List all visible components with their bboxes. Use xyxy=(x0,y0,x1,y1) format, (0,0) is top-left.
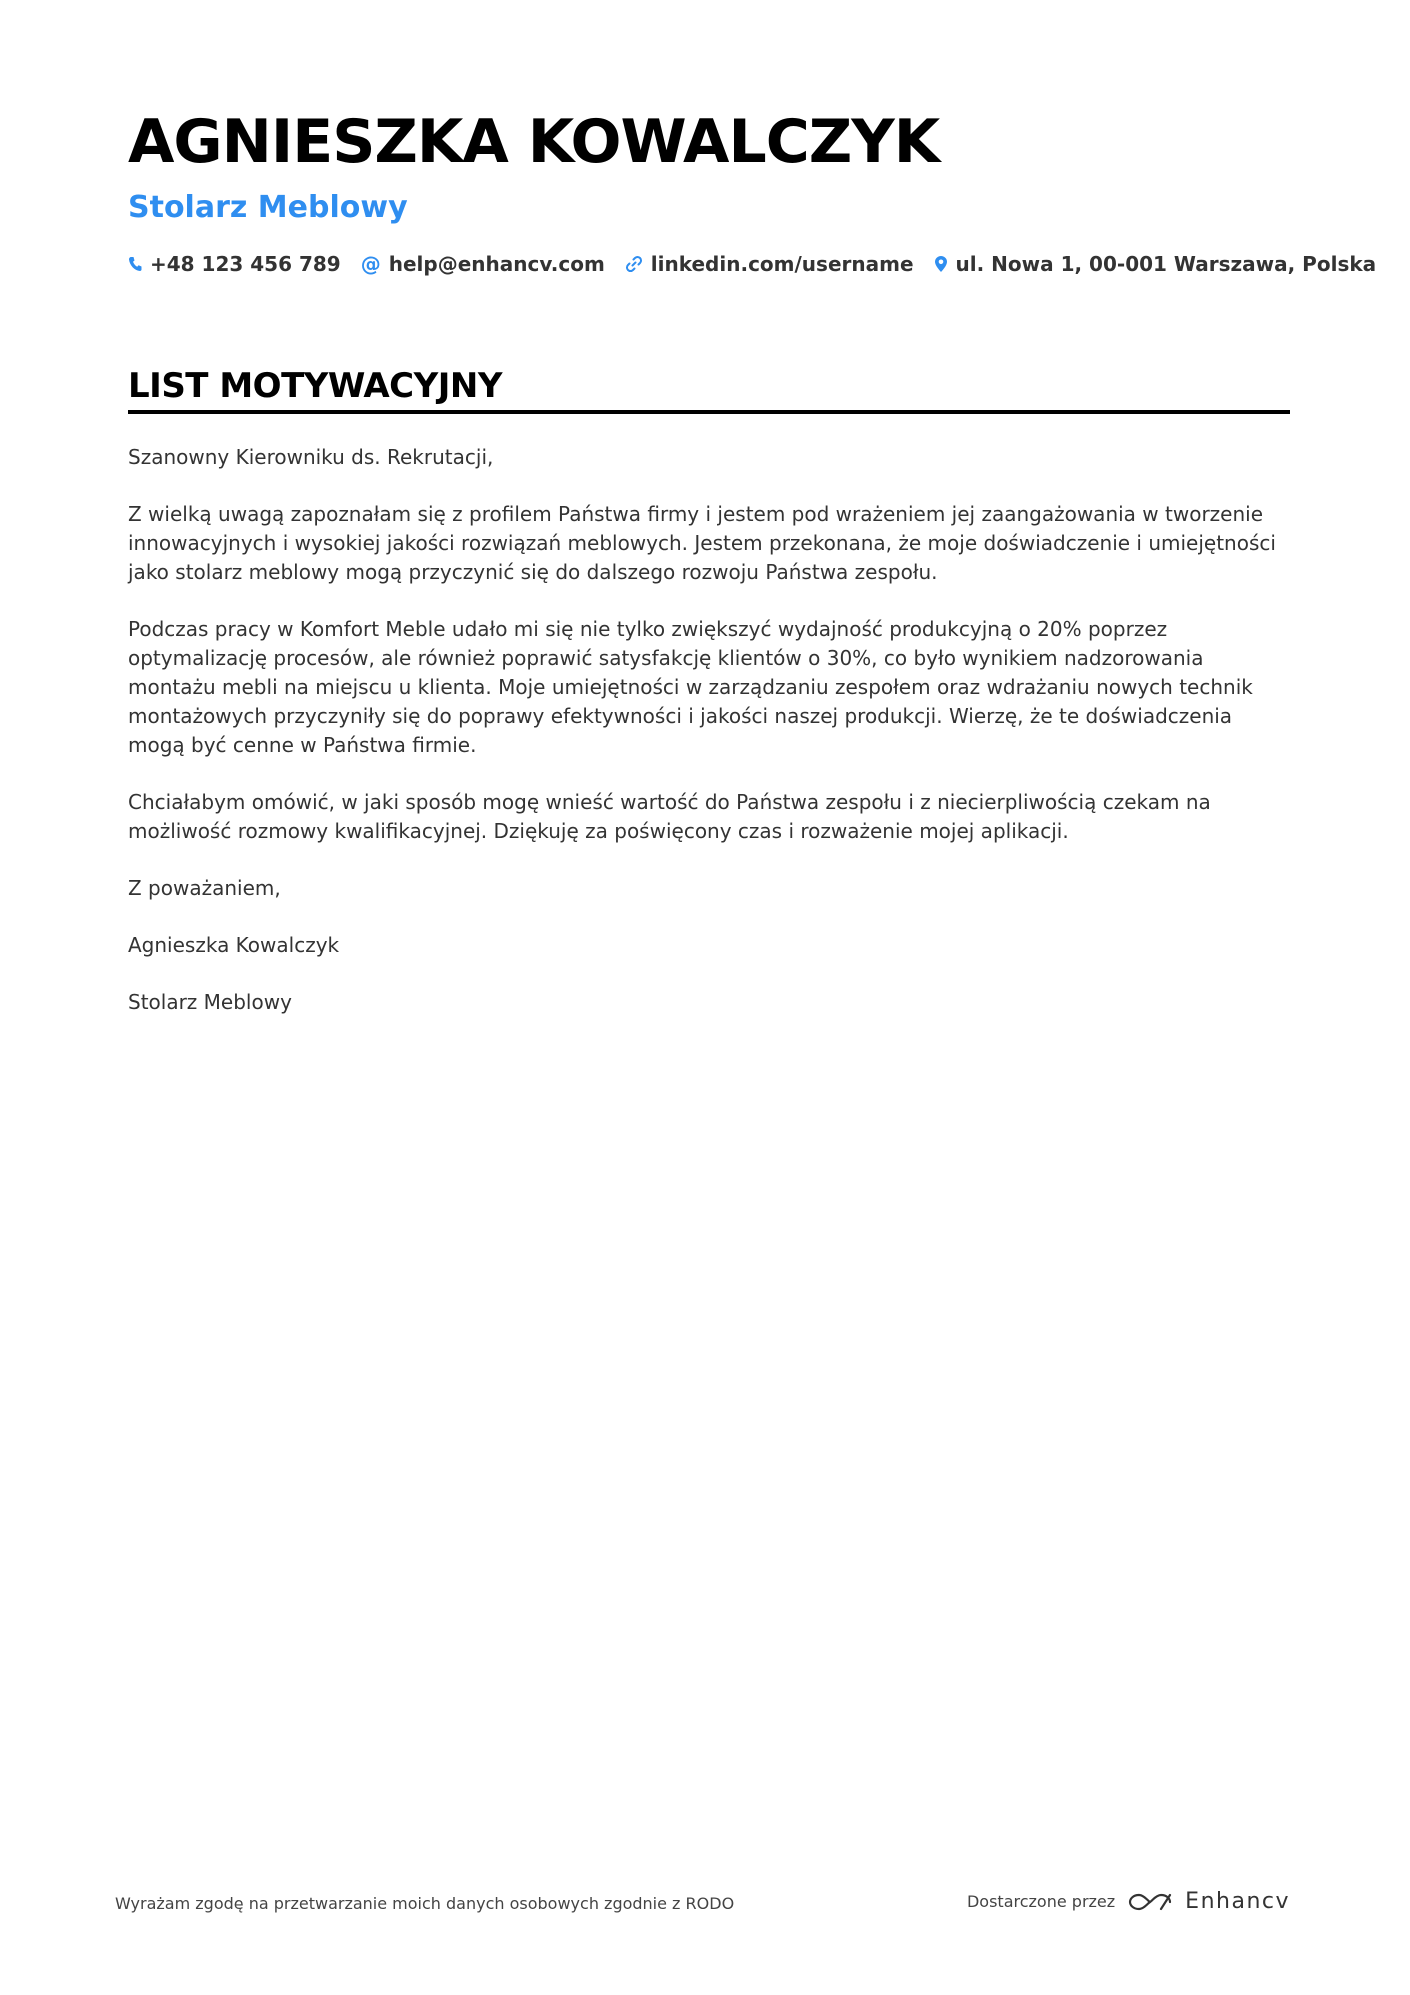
signature-name: Agnieszka Kowalczyk xyxy=(128,933,340,957)
enhancv-logo-icon xyxy=(1127,1890,1173,1914)
phone-icon xyxy=(128,256,142,272)
letter-greeting: Szanowny Kierowniku ds. Rekrutacji, xyxy=(128,445,494,469)
contact-phone xyxy=(128,254,341,274)
footer-branding[interactable] xyxy=(967,1890,1290,1914)
provided-by-label: Dostarczone przez xyxy=(966,1892,1116,1911)
section-title: LIST MOTYWACYJNY xyxy=(128,366,502,406)
contact-info-row xyxy=(128,254,1376,274)
candidate-job-title: Stolarz Meblowy xyxy=(128,190,408,225)
contact-linkedin xyxy=(625,254,914,274)
letter-closing: Z poważaniem, xyxy=(128,876,281,900)
phone-number[interactable]: +48 123 456 789 xyxy=(150,252,341,276)
linkedin-url[interactable]: linkedin.com/username xyxy=(650,252,914,276)
section-divider xyxy=(128,410,1290,414)
contact-email xyxy=(361,254,605,274)
link-icon xyxy=(625,255,643,273)
address-text: ul. Nowa 1, 00-001 Warszawa, Polska xyxy=(955,252,1377,276)
candidate-name: AGNIESZKA KOWALCZYK xyxy=(128,107,940,177)
signature-title: Stolarz Meblowy xyxy=(128,990,292,1014)
letter-body xyxy=(128,443,1290,1045)
location-pin-icon xyxy=(934,255,948,273)
letter-paragraph: Z wielką uwagą zapoznałam się z profilem Państwa firmy i jestem pod wrażeniem jej zaangażowania w tworzenie innowacyjnych i wysokiej jakości rozwiązań meblowych. Jestem przekonana, że moje doświadczenie i umiejętności jako stolarz meblowy mogą przyczynić się do dalszego rozwoju Państwa zespołu. xyxy=(128,502,1276,584)
contact-address xyxy=(934,254,1377,274)
brand-name: Enhancv xyxy=(1185,1889,1290,1914)
letter-paragraph: Chciałabym omówić, w jaki sposób mogę wnieść wartość do Państwa zespołu i z niecierpliwością czekam na możliwość rozmowy kwalifikacyjnej. Dziękuję za poświęcony czas i rozważenie mojej aplikacji. xyxy=(128,790,1211,843)
letter-paragraph: Podczas pracy w Komfort Meble udało mi się nie tylko zwiększyć wydajność produkcyjną o 20% poprzez optymalizację procesów, ale również poprawić satysfakcję klientów o 30%, co było wynikiem nadzorowania montażu mebli na miejscu u klienta. Moje umiejętności w zarządzaniu zespołem oraz wdrażaniu nowych technik montażowych przyczyniły się do poprawy efektywności i jakości naszej produkcji. Wierzę, że te doświadczenia mogą być cenne w Państwa firmie. xyxy=(128,617,1253,757)
gdpr-consent-text: Wyrażam zgodę na przetwarzanie moich danych osobowych zgodnie z RODO xyxy=(115,1894,735,1913)
at-icon: @ xyxy=(360,252,381,276)
email-address[interactable]: help@enhancv.com xyxy=(388,252,605,276)
